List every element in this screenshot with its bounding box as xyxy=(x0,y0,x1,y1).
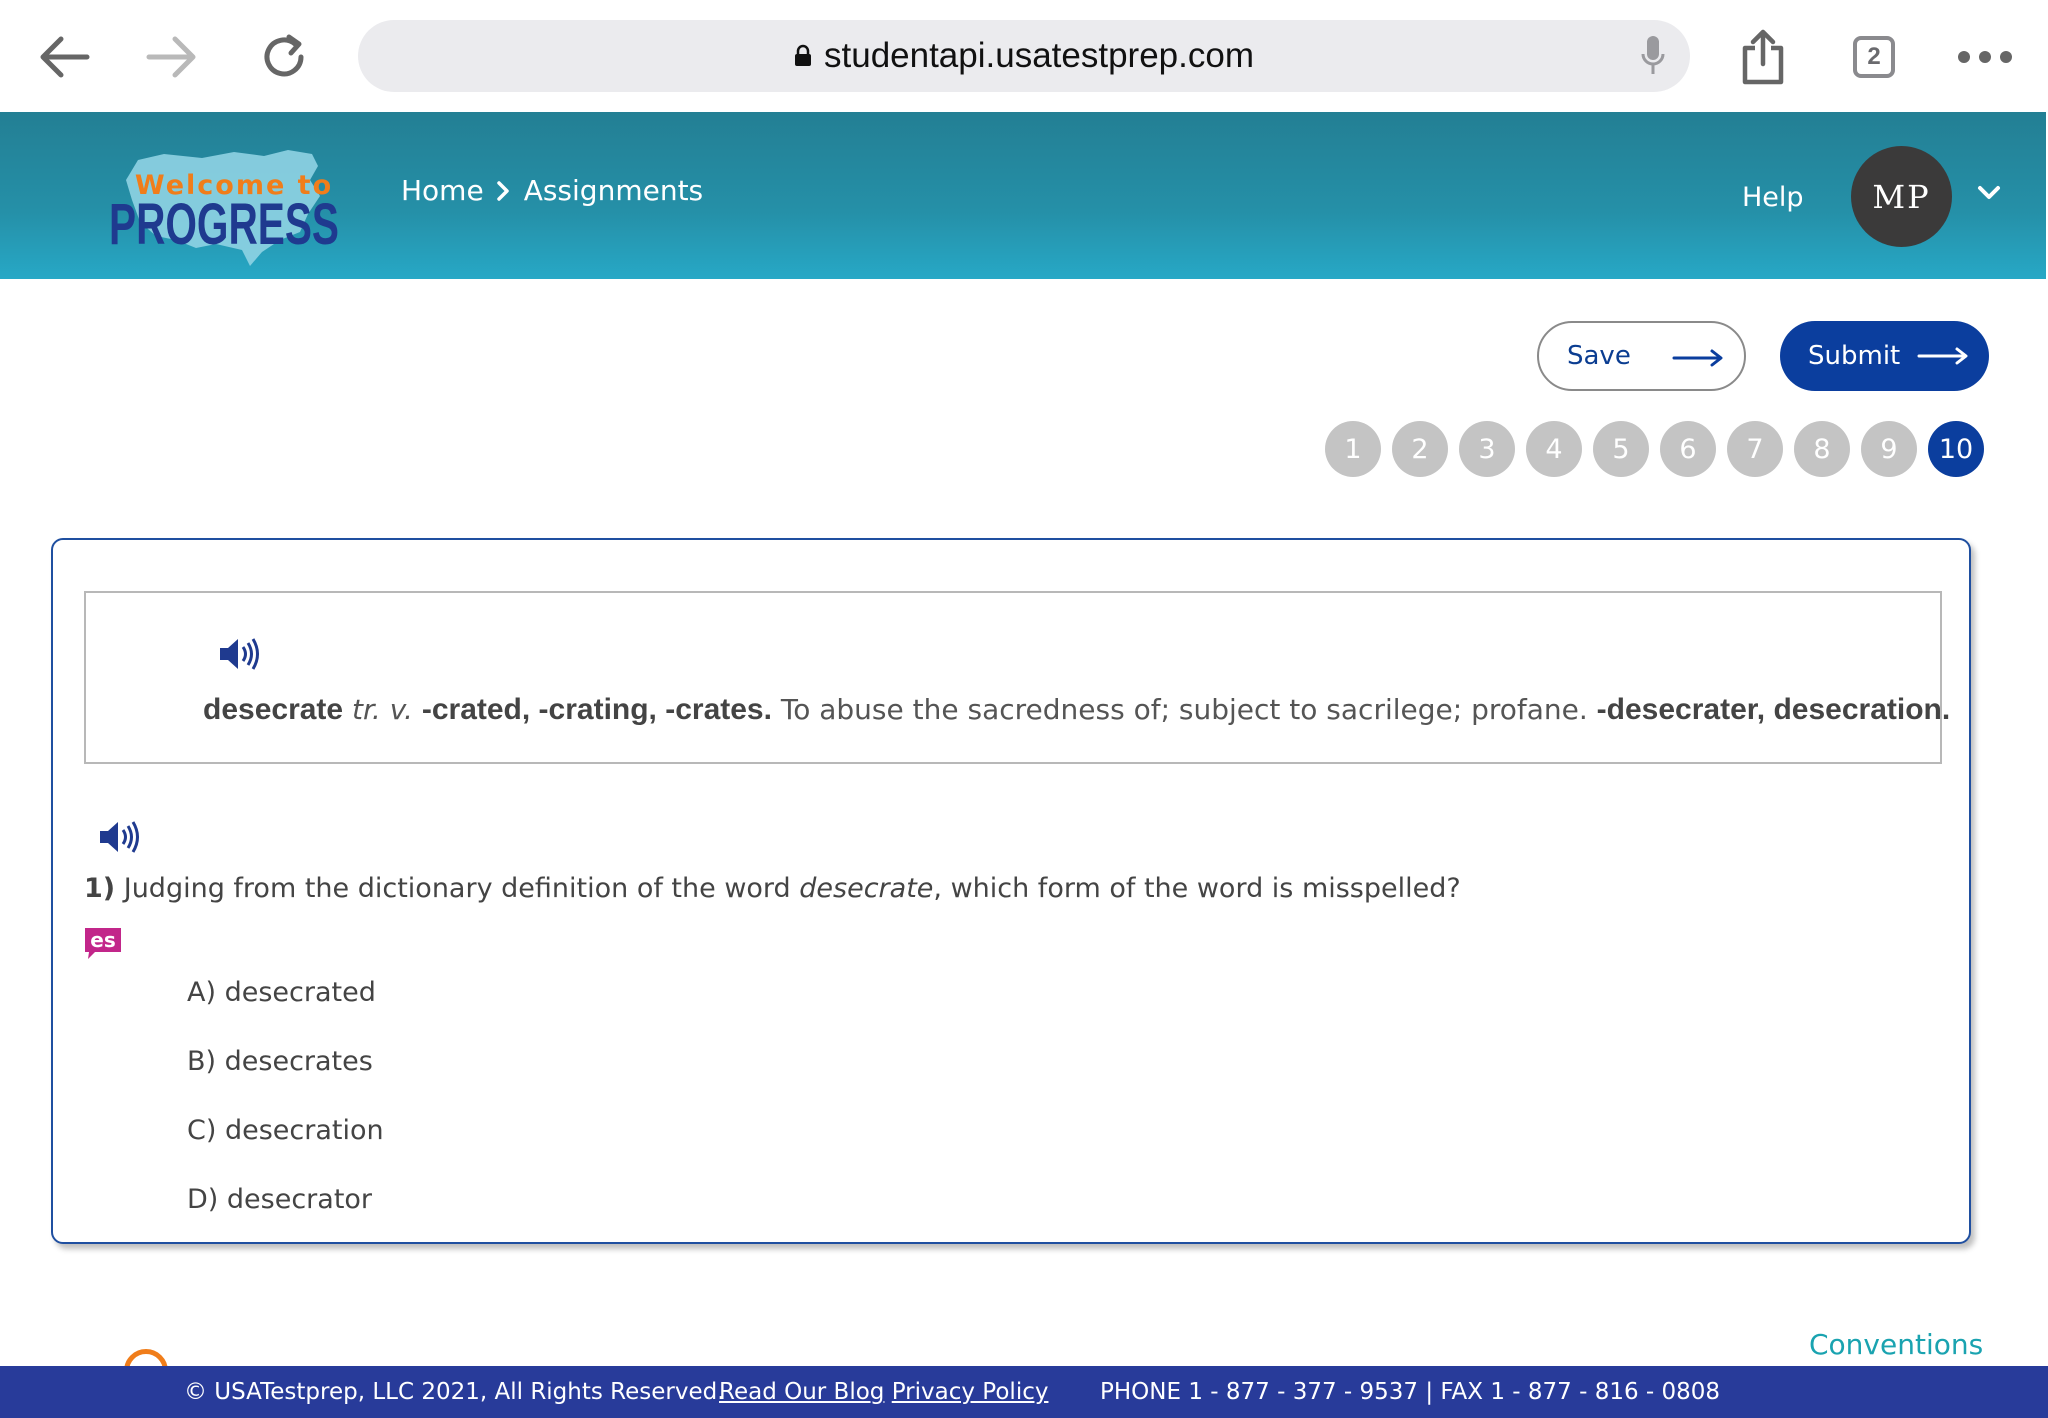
definition-pos: tr. v. xyxy=(352,693,413,726)
definition-word: desecrate xyxy=(203,693,344,726)
svg-text:es: es xyxy=(90,928,116,952)
answer-option-b[interactable]: B) desecrates xyxy=(187,1046,373,1077)
page-button-2[interactable]: 2 xyxy=(1392,421,1448,477)
question-pager xyxy=(1325,421,1984,477)
microphone-icon[interactable] xyxy=(1640,34,1666,83)
answer-option-d[interactable]: D) desecrator xyxy=(187,1184,373,1215)
tabs-count-icon[interactable]: 2 xyxy=(1853,36,1895,78)
page-button-8[interactable]: 8 xyxy=(1794,421,1850,477)
share-icon[interactable] xyxy=(1728,22,1798,92)
arrow-right-icon xyxy=(1917,347,1969,365)
avatar[interactable]: MP xyxy=(1851,146,1952,247)
address-bar[interactable] xyxy=(358,20,1690,92)
progress-logo[interactable] xyxy=(104,136,344,266)
page-button-10[interactable]: 10 xyxy=(1928,421,1984,477)
question-number: 1) xyxy=(84,873,116,904)
arrow-right-icon xyxy=(1672,349,1724,367)
more-options-icon[interactable] xyxy=(1950,22,2020,92)
breadcrumb-home[interactable]: Home xyxy=(401,174,484,207)
svg-text:PROGRESS: PROGRESS xyxy=(109,192,339,257)
chevron-right-icon xyxy=(496,180,510,202)
privacy-policy-link[interactable]: Privacy Policy xyxy=(891,1379,1049,1405)
speaker-icon[interactable] xyxy=(218,635,260,678)
question-keyword: desecrate xyxy=(799,873,934,904)
copyright-text: © USATestprep, LLC 2021, All Rights Reserved. xyxy=(184,1379,725,1405)
definition-forms: -crated, -crating, -crates. xyxy=(421,693,772,726)
page-button-7[interactable]: 7 xyxy=(1727,421,1783,477)
phone-fax-text: PHONE 1 - 877 - 377 - 9537 | FAX 1 - 877 - 816 - 0808 xyxy=(1100,1379,1721,1405)
page-button-6[interactable]: 6 xyxy=(1660,421,1716,477)
svg-text:Welcome to: Welcome to xyxy=(134,170,334,201)
back-arrow-icon[interactable] xyxy=(28,22,98,92)
footer-links xyxy=(719,1379,1048,1405)
definition-derived: -desecrater, desecration. xyxy=(1596,693,1951,726)
app-header xyxy=(0,112,2046,279)
answer-option-a[interactable]: A) desecrated xyxy=(187,977,376,1008)
definition-meaning: To abuse the sacredness of; subject to sacrilege; profane. xyxy=(780,693,1588,726)
lock-icon xyxy=(794,45,812,67)
page-footer xyxy=(0,1366,2048,1418)
url-text: studentapi.usatestprep.com xyxy=(824,36,1254,75)
question-text-after: , which form of the word is misspelled? xyxy=(933,873,1461,904)
answer-options xyxy=(187,958,384,1234)
submit-button[interactable] xyxy=(1780,321,1989,391)
page-button-3[interactable]: 3 xyxy=(1459,421,1515,477)
page-button-5[interactable]: 5 xyxy=(1593,421,1649,477)
submit-label: Submit xyxy=(1808,341,1901,371)
question-text-before: Judging from the dictionary definition of the word xyxy=(123,873,791,904)
page-button-9[interactable]: 9 xyxy=(1861,421,1917,477)
save-label: Save xyxy=(1567,341,1631,371)
page-button-1[interactable]: 1 xyxy=(1325,421,1381,477)
answer-option-c[interactable]: C) desecration xyxy=(187,1115,384,1146)
definition-box xyxy=(84,591,1951,764)
question-card xyxy=(51,538,1971,1244)
breadcrumb-assignments[interactable]: Assignments xyxy=(523,174,704,207)
read-blog-link[interactable]: Read Our Blog xyxy=(719,1379,885,1405)
spanish-translate-icon[interactable] xyxy=(83,926,123,962)
question-text xyxy=(84,873,1461,904)
save-button[interactable] xyxy=(1537,321,1746,391)
chevron-down-icon[interactable] xyxy=(1976,184,2002,207)
browser-toolbar xyxy=(0,0,2048,112)
help-link[interactable]: Help xyxy=(1742,182,1804,213)
speaker-icon[interactable] xyxy=(98,818,140,861)
page-button-4[interactable]: 4 xyxy=(1526,421,1582,477)
conventions-link[interactable]: Conventions xyxy=(1809,1328,1984,1361)
reload-icon[interactable] xyxy=(250,22,320,92)
forward-arrow-icon[interactable] xyxy=(138,22,208,92)
breadcrumb xyxy=(401,174,703,207)
dictionary-definition xyxy=(203,693,1950,727)
